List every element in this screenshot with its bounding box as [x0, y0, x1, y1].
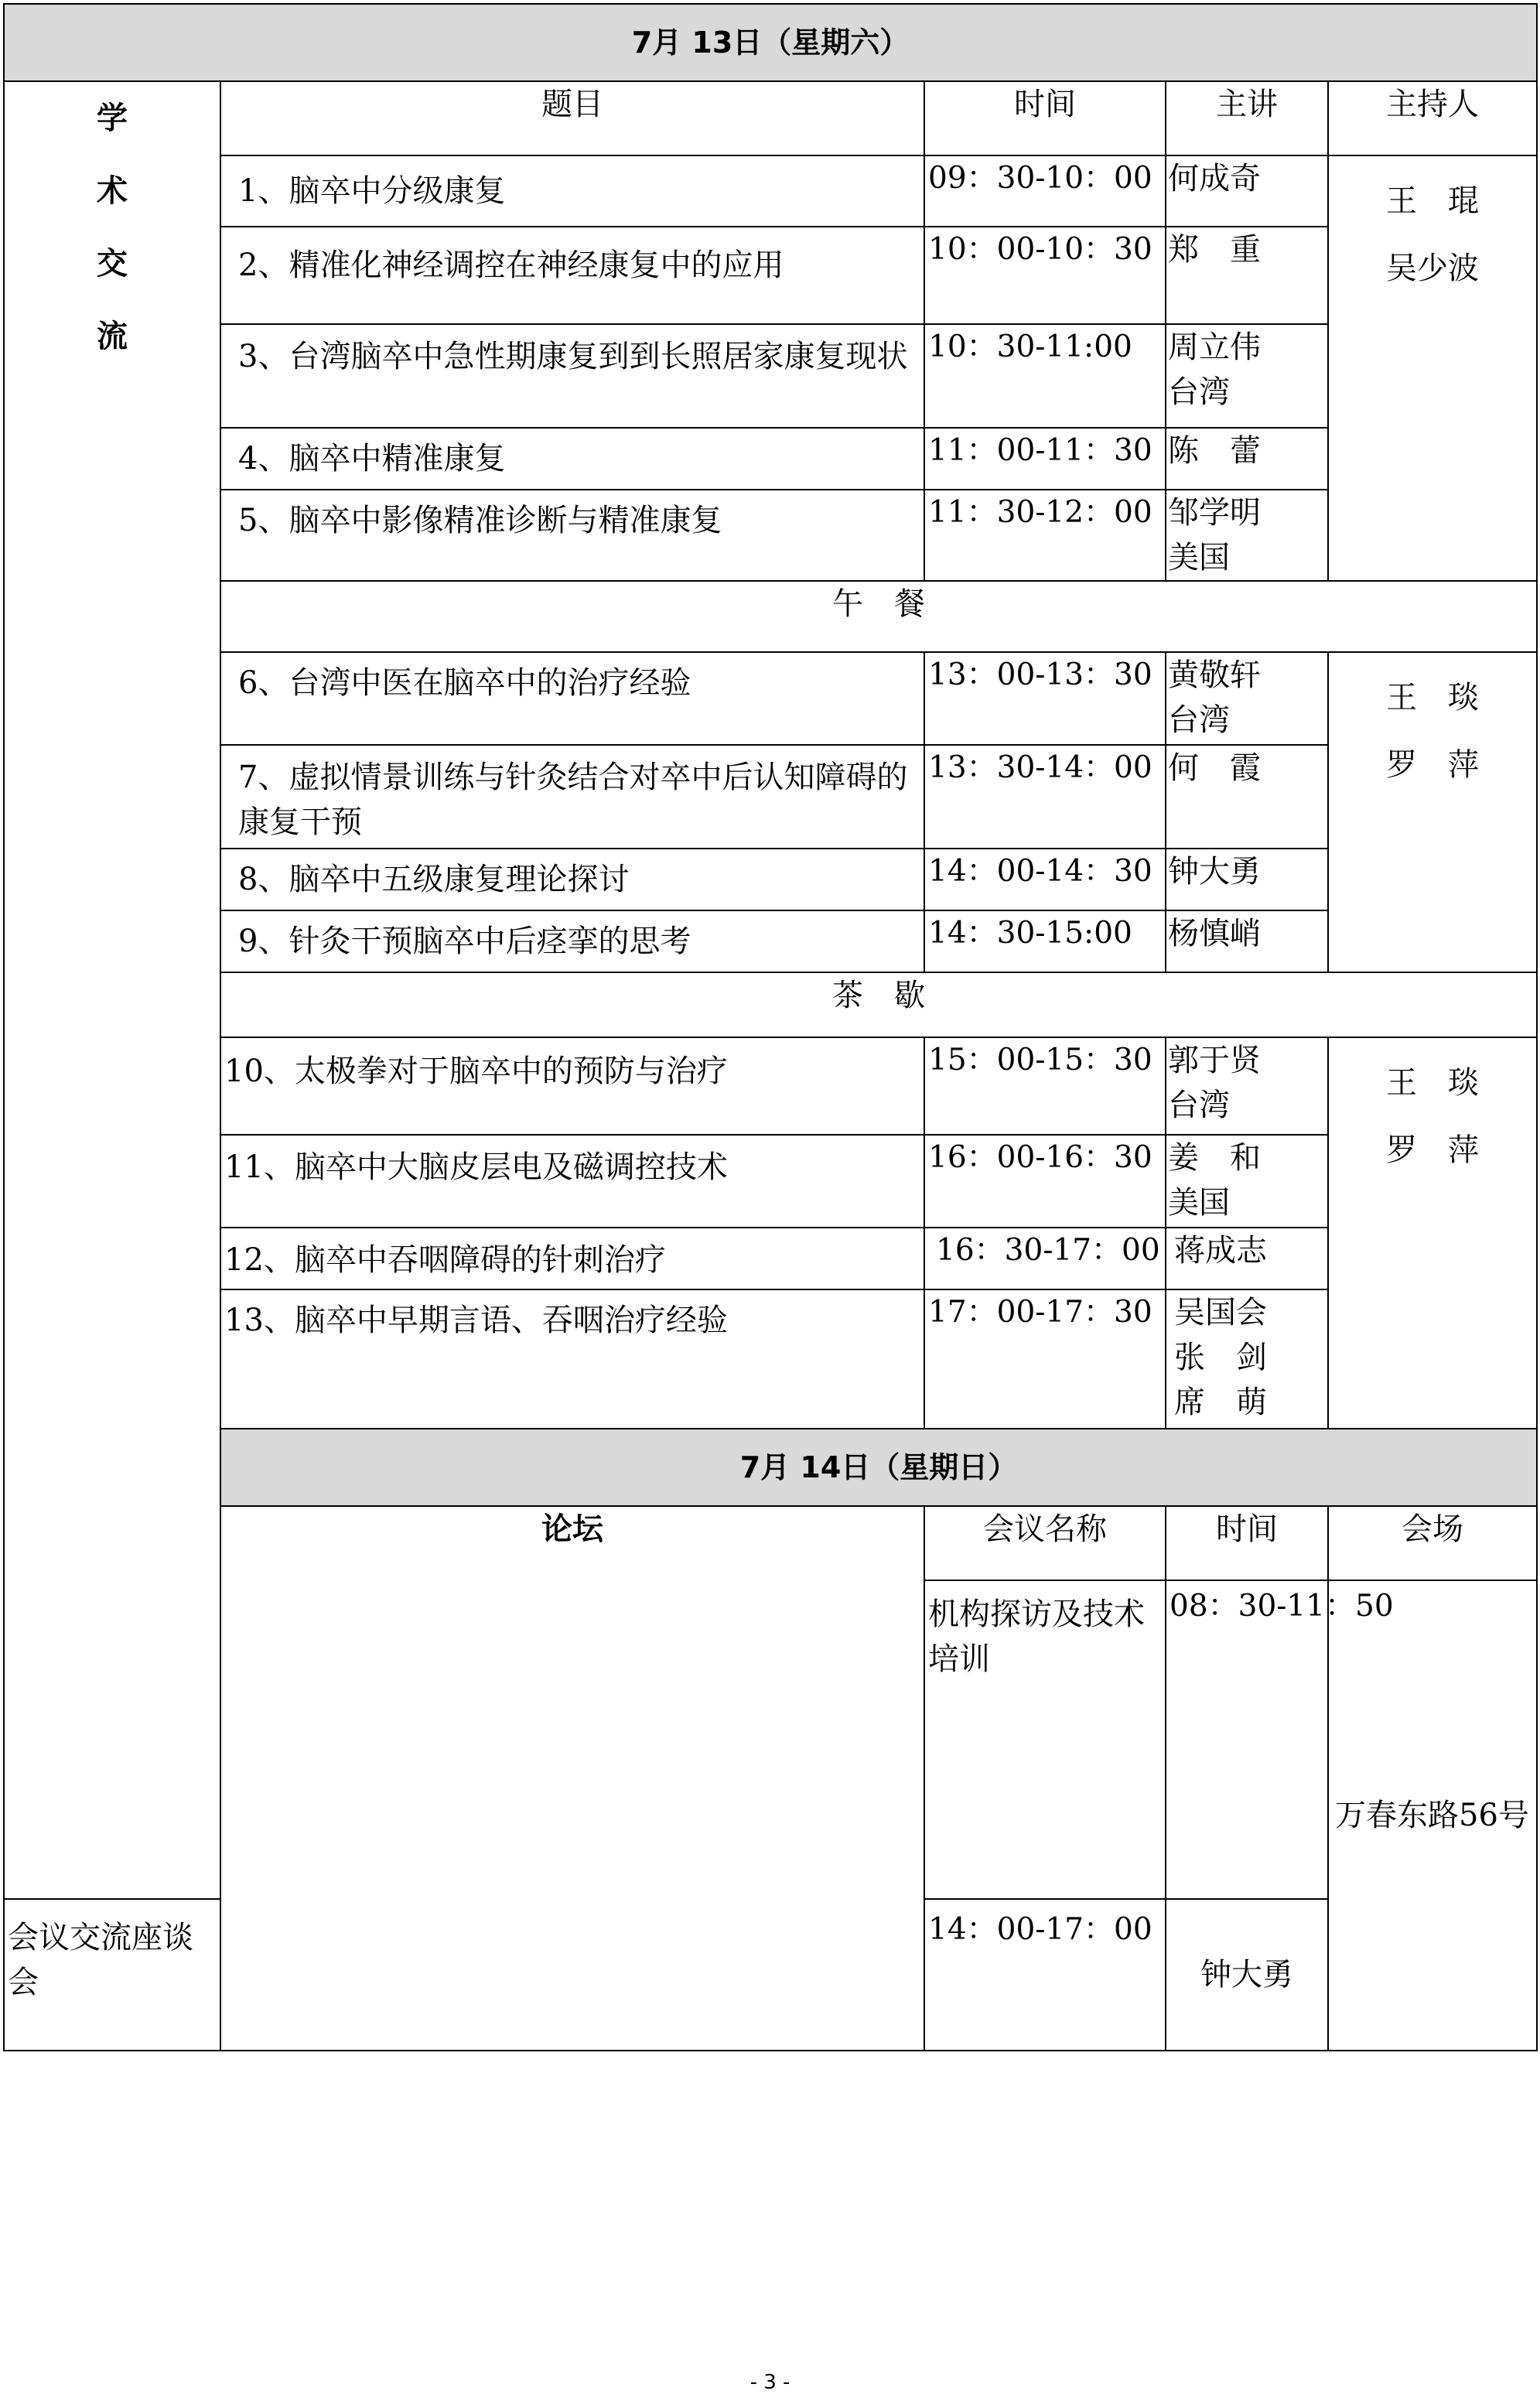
day2-category: 论坛 — [220, 1506, 924, 2051]
session-time: 11：30-12：00 — [924, 490, 1166, 581]
session-time: 13：00-13：30 — [924, 652, 1166, 745]
table-row — [4, 1135, 1537, 1228]
session-topic: 9、针灸干预脑卒中后痉挛的思考 — [220, 910, 924, 972]
session-topic: 8、脑卒中五级康复理论探讨 — [220, 849, 924, 910]
host-name: 吴少波 — [1386, 251, 1479, 286]
session-topic: 13、脑卒中早期言语、吞咽治疗经验 — [220, 1289, 924, 1429]
table-row — [4, 910, 1537, 972]
session-time: 17：00-17：30 — [924, 1289, 1166, 1429]
session-time: 09：30-10：00 — [924, 155, 1166, 227]
session-time: 14：30-15:00 — [924, 910, 1166, 972]
session-topic: 6、台湾中医在脑卒中的治疗经验 — [220, 652, 924, 745]
table-row — [4, 155, 1537, 227]
lunch-break: 午 餐 — [220, 581, 1537, 652]
forum-hosts-bottom — [1166, 1899, 1328, 2051]
day2-date-row — [4, 1429, 1537, 1506]
session-topic: 7、虚拟情景训练与针灸结合对卒中后认知障碍的康复干预 — [220, 745, 924, 849]
session-time: 16：00-16：30 — [924, 1135, 1166, 1228]
session-topic: 2、精准化神经调控在神经康复中的应用 — [220, 227, 924, 324]
session-speaker: 杨慎峭 — [1166, 910, 1328, 972]
meeting-venue: 万春东路56号 — [1328, 1580, 1537, 2051]
host-afternoon-1 — [1328, 652, 1537, 972]
host-morning — [1328, 155, 1537, 581]
session-time: 13：30-14：00 — [924, 745, 1166, 849]
day2-date: 7月 14日（星期日） — [220, 1429, 1537, 1506]
host-name: 王 琰 — [1386, 680, 1479, 716]
host-name: 钟大勇 — [1200, 1957, 1293, 1993]
session-speaker: 郭于贤 台湾 — [1166, 1037, 1328, 1135]
session-time: 10：30-11:00 — [924, 324, 1166, 428]
table-row — [4, 1289, 1537, 1429]
session-speaker: 蒋成志 — [1166, 1228, 1328, 1289]
session-topic: 5、脑卒中影像精准诊断与精准康复 — [220, 490, 924, 581]
day1-date-row — [4, 4, 1537, 81]
session-speaker: 周立伟 台湾 — [1166, 324, 1328, 428]
header-meeting-name: 会议名称 — [924, 1506, 1166, 1580]
host-name: 罗 萍 — [1386, 747, 1479, 783]
lunch-break-row — [4, 581, 1537, 652]
session-speaker: 邹学明 美国 — [1166, 490, 1328, 581]
meeting-name: 会议交流座谈会 — [4, 1899, 220, 2051]
session-speaker: 何 霞 — [1166, 745, 1328, 849]
meeting-time: 14：00-17：00 — [924, 1899, 1166, 2051]
tea-break: 茶 歇 — [220, 972, 1537, 1037]
header-topic: 题目 — [220, 81, 924, 155]
day1-date: 7月 13日（星期六） — [4, 4, 1537, 81]
table-row — [4, 849, 1537, 910]
table-row — [4, 1228, 1537, 1289]
schedule-table — [3, 3, 1538, 2051]
session-topic: 4、脑卒中精准康复 — [220, 428, 924, 490]
page-number: - 3 - — [750, 2371, 790, 2394]
session-topic: 1、脑卒中分级康复 — [220, 155, 924, 227]
header-time: 时间 — [1166, 1506, 1328, 1580]
session-speaker: 郑 重 — [1166, 227, 1328, 324]
session-time: 10：00-10：30 — [924, 227, 1166, 324]
session-time: 11：00-11：30 — [924, 428, 1166, 490]
session-time: 14：00-14：30 — [924, 849, 1166, 910]
session-topic: 10、太极拳对于脑卒中的预防与治疗 — [220, 1037, 924, 1135]
session-speaker: 吴国会 张 剑 席 萌 — [1166, 1289, 1328, 1429]
table-row — [4, 1037, 1537, 1135]
session-time: 16：30-17：00 — [924, 1228, 1166, 1289]
host-name: 王 琰 — [1386, 1065, 1479, 1101]
session-speaker: 钟大勇 — [1166, 849, 1328, 910]
day1-category: 学术交流 — [4, 81, 220, 1899]
session-time: 15：00-15：30 — [924, 1037, 1166, 1135]
session-speaker: 黄敬轩 台湾 — [1166, 652, 1328, 745]
day2-header-row — [4, 1506, 1537, 1580]
session-topic: 12、脑卒中吞咽障碍的针刺治疗 — [220, 1228, 924, 1289]
table-row — [4, 428, 1537, 490]
header-time: 时间 — [924, 81, 1166, 155]
session-topic: 3、台湾脑卒中急性期康复到到长照居家康复现状 — [220, 324, 924, 428]
host-afternoon-2 — [1328, 1037, 1537, 1429]
header-host: 主持人 — [1328, 81, 1537, 155]
meeting-time: 08：30-11：50 — [1166, 1580, 1328, 1899]
session-speaker: 姜 和 美国 — [1166, 1135, 1328, 1228]
tea-break-row — [4, 972, 1537, 1037]
host-name: 罗 萍 — [1386, 1132, 1479, 1168]
table-row — [4, 745, 1537, 849]
session-speaker: 陈 蕾 — [1166, 428, 1328, 490]
table-row — [4, 490, 1537, 581]
header-venue: 会场 — [1328, 1506, 1537, 1580]
table-row — [4, 652, 1537, 745]
meeting-name: 机构探访及技术培训 — [924, 1580, 1166, 1899]
table-row — [4, 227, 1537, 324]
table-row — [4, 324, 1537, 428]
header-speaker: 主讲 — [1166, 81, 1328, 155]
session-topic: 11、脑卒中大脑皮层电及磁调控技术 — [220, 1135, 924, 1228]
host-name: 王 琨 — [1386, 183, 1479, 219]
session-speaker: 何成奇 — [1166, 155, 1328, 227]
day1-header-row — [4, 81, 1537, 155]
